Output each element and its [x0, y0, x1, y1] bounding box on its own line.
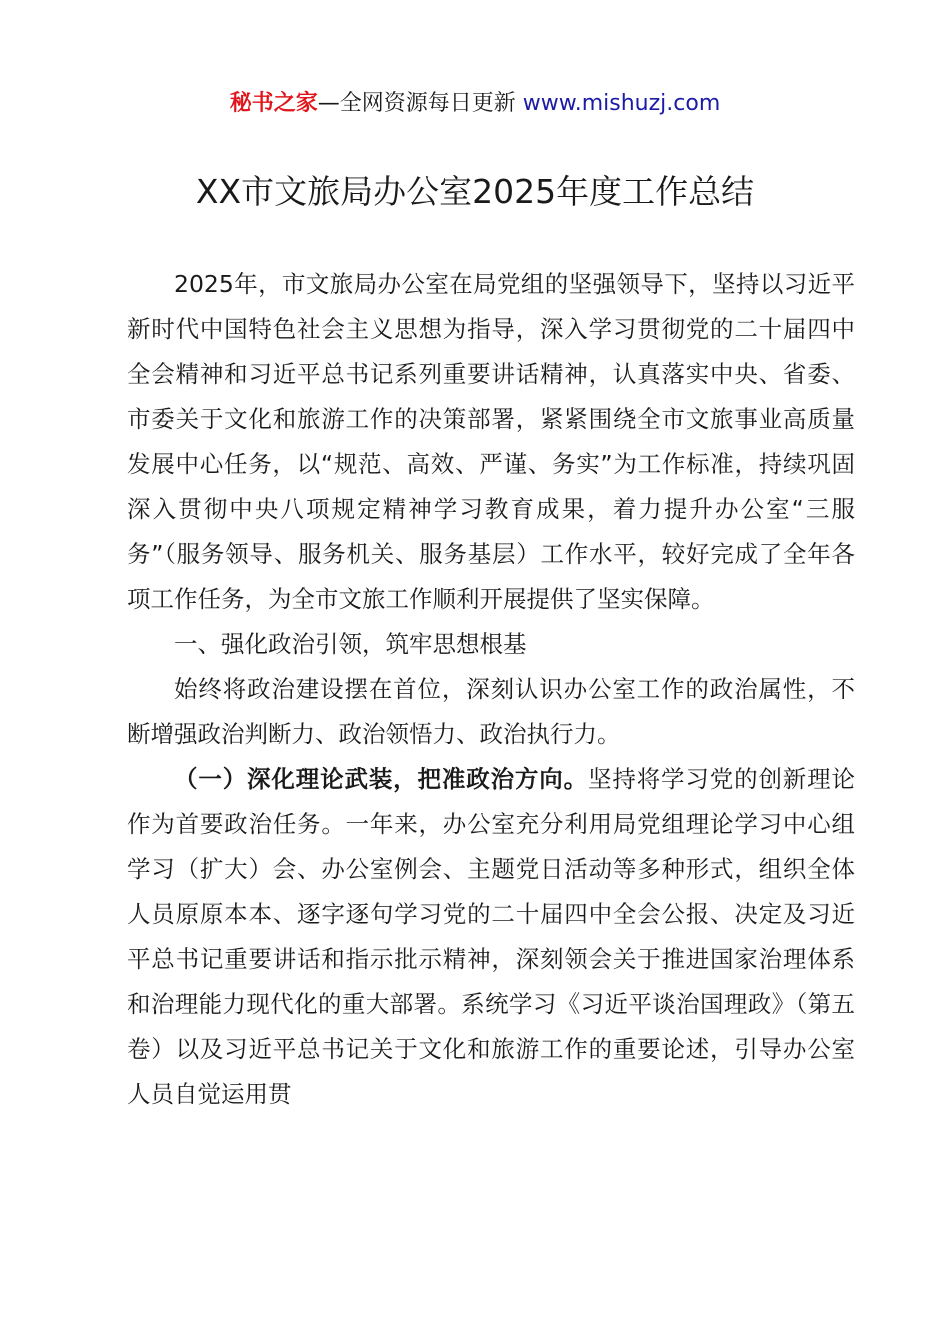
site-header: [0, 86, 950, 122]
site-brand: 秘书之家: [229, 91, 318, 116]
subsection-heading: （一）深化理论武装，把准政治方向。: [174, 765, 588, 793]
site-slogan: —全网资源每日更新: [317, 91, 523, 116]
section-intro-paragraph: 始终将政治建设摆在首位，深刻认识办公室工作的政治属性，不断增强政治判断力、政治领悟力、政治执行力。: [127, 675, 855, 748]
document-title: XX市文旅局办公室2025年度工作总结: [195, 172, 755, 211]
site-url-link[interactable]: www.mishuzj.com: [522, 91, 721, 116]
section-heading: 一、强化政治引领，筑牢思想根基: [174, 630, 527, 658]
document-body: [127, 262, 855, 1117]
subsection-paragraph: [127, 757, 855, 1117]
intro-paragraph: 2025年，市文旅局办公室在局党组的坚强领导下，坚持以习近平新时代中国特色社会主义思想为指导，深入学习贯彻党的二十届四中全会精神和习近平总书记系列重要讲话精神，认真落实中央、省委、市委关于文化和旅游工作的决策部署，紧紧围绕全市文旅事业高质量发展中心任务，以“规范、高效、严谨、务实”为工作标准，持续巩固深入贯彻中央八项规定精神学习教育成果，着力提升办公室“三服务”（服务领导、服务机关、服务基层）工作水平，较好完成了全年各项工作任务，为全市文旅工作顺利开展提供了坚实保障。: [127, 270, 855, 613]
subsection-body: 坚持将学习党的创新理论作为首要政治任务。一年来，办公室充分利用局党组理论学习中心组学习（扩大）会、办公室例会、主题党日活动等多种形式，组织全体人员原原本本、逐字逐句学习党的二十届四中全会公报、决定及习近平总书记重要讲话和指示批示精神，深刻领会关于推进国家治理体系和治理能力现代化的重大部署。系统学习《习近平谈治国理政》（第五卷）以及习近平总书记关于文化和旅游工作的重要论述，引导办公室人员自觉运用贯: [127, 765, 856, 1108]
